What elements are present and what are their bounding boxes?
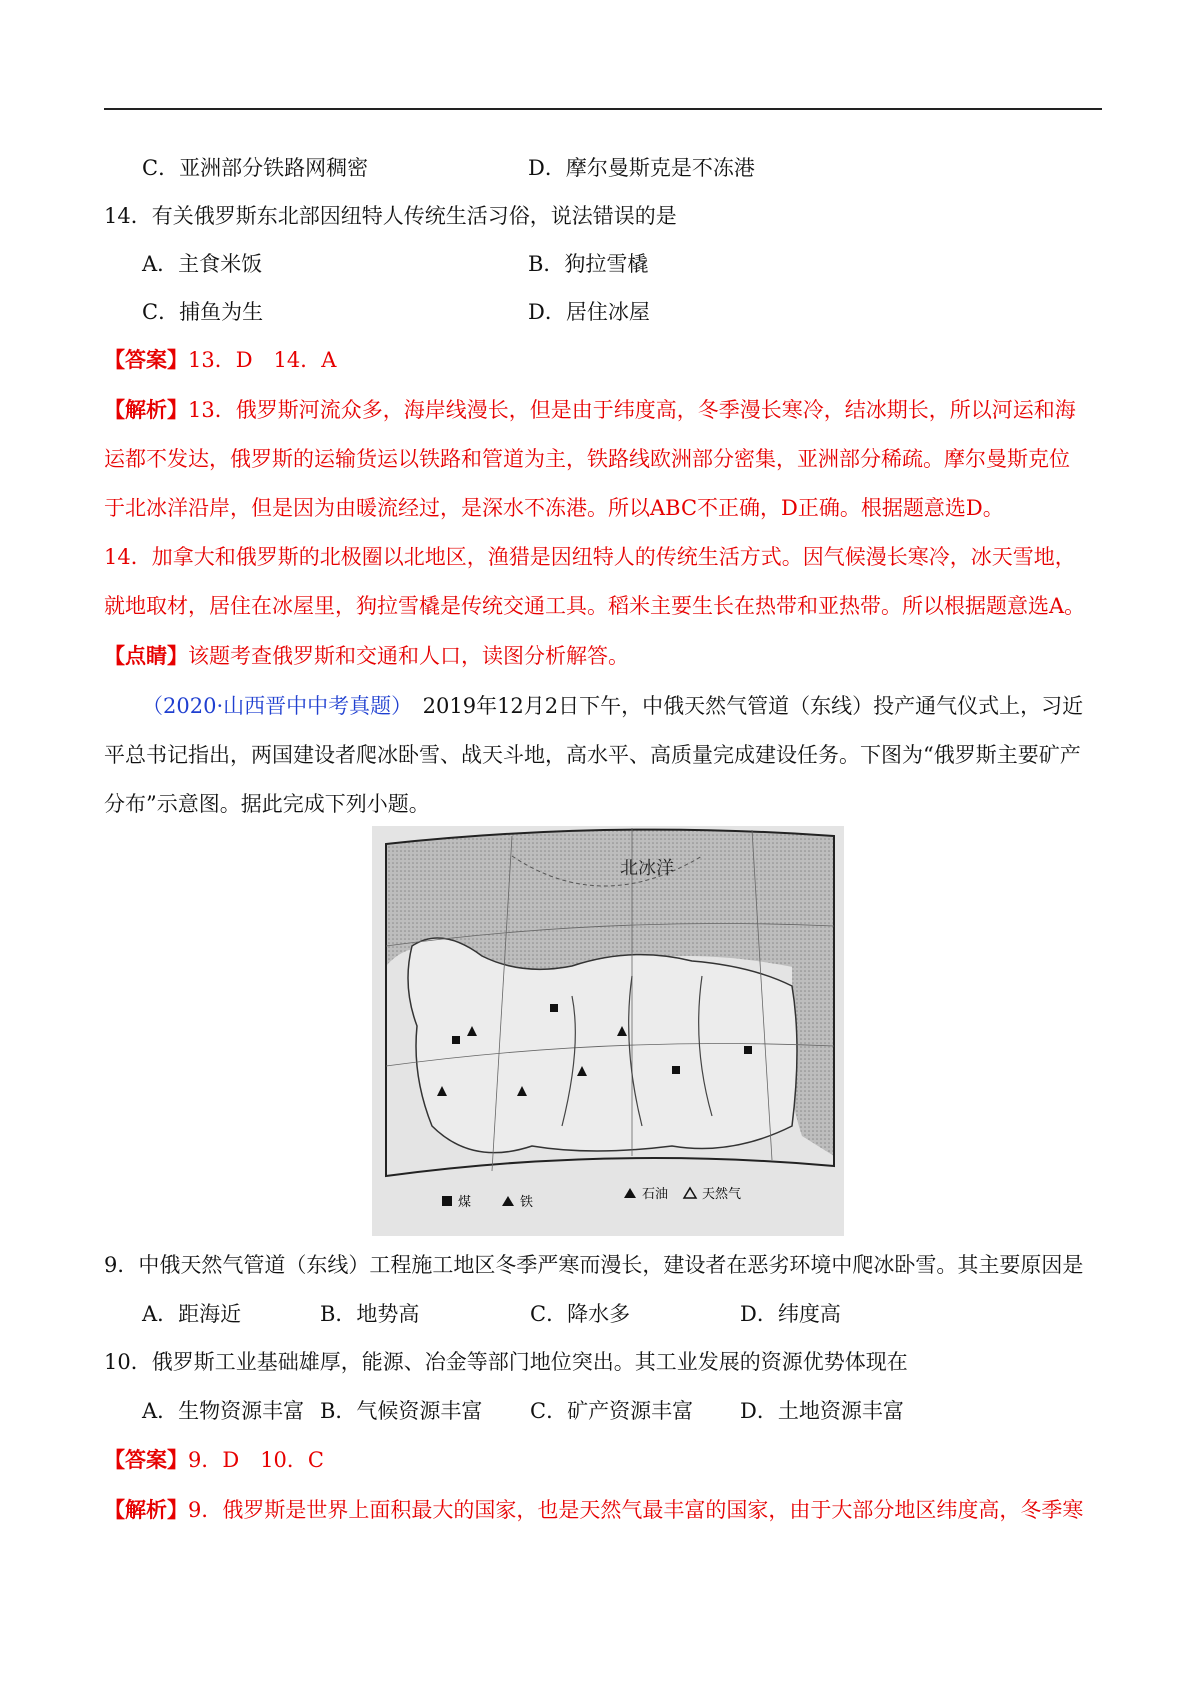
q9-stem: 9．中俄天然气管道（东线）工程施工地区冬季严寒而漫长，建设者在恶劣环境中爬冰卧雪。其主要原因是 xyxy=(104,1253,1084,1277)
note-line xyxy=(104,641,629,671)
q14-option-c: C．捕鱼为生 xyxy=(142,300,264,324)
coal-icon xyxy=(744,1046,752,1054)
q14-option-d: D．居住冰屋 xyxy=(528,300,650,324)
answer-text: 9．D 10．C xyxy=(188,1448,324,1472)
intro-text: 2019年12月2日下午，中俄天然气管道（东线）投产通气仪式上，习近 xyxy=(401,694,1084,718)
legend-coal-label: 煤 xyxy=(458,1195,472,1210)
q14-stem: 14．有关俄罗斯东北部因纽特人传统生活习俗，说法错误的是 xyxy=(104,204,677,228)
answer-tag: 【答案】 xyxy=(104,1447,188,1472)
q10-option-d: D．土地资源丰富 xyxy=(740,1399,904,1423)
q9-option-c: C．降水多 xyxy=(530,1302,631,1326)
q10-option-b: B．气候资源丰富 xyxy=(320,1399,483,1423)
analysis-line-3: 于北冰洋沿岸，但是因为由暖流经过，是深水不冻港。所以ABC不正确，D正确。根据题意选D。 xyxy=(104,496,1004,520)
coal-icon xyxy=(452,1036,460,1044)
sea-label: 北冰洋 xyxy=(620,858,674,879)
analysis-line-1 xyxy=(104,395,1076,425)
analysis-line-2: 运都不发达，俄罗斯的运输货运以铁路和管道为主，铁路线欧洲部分密集，亚洲部分稀疏。摩尔曼斯克位 xyxy=(104,447,1070,471)
russia-mineral-map xyxy=(372,826,844,1236)
source-citation: （2020·山西晋中中考真题） xyxy=(142,694,402,718)
analysis-text: 9．俄罗斯是世界上面积最大的国家，也是天然气最丰富的国家，由于大部分地区纬度高，冬季寒 xyxy=(188,1498,1084,1522)
q10-option-c: C．矿产资源丰富 xyxy=(530,1399,694,1423)
analysis-text: 13．俄罗斯河流众多，海岸线漫长，但是由于纬度高，冬季漫长寒冷，结冰期长，所以河运和海 xyxy=(188,398,1076,422)
q10-option-a: A．生物资源丰富 xyxy=(142,1399,305,1423)
q9-option-b: B．地势高 xyxy=(320,1302,420,1326)
q14-option-b: B．狗拉雪橇 xyxy=(528,252,649,276)
answer-block-2 xyxy=(104,1445,324,1475)
q14-option-a: A．主食米饭 xyxy=(142,252,263,276)
note-tag: 【点睛】 xyxy=(104,643,188,668)
legend-iron-label: 铁 xyxy=(520,1195,534,1210)
coal-icon xyxy=(550,1004,558,1012)
q13-option-d: D．摩尔曼斯克是不冻港 xyxy=(528,156,755,180)
q9-option-d: D．纬度高 xyxy=(740,1302,841,1326)
q9-option-a: A．距海近 xyxy=(142,1302,242,1326)
analysis-line-6 xyxy=(104,1495,1083,1525)
intro-line-1 xyxy=(142,691,1083,721)
russia-landmass xyxy=(408,938,797,1153)
legend-oil-label: 石油 xyxy=(642,1187,669,1202)
analysis-tag: 【解析】 xyxy=(104,397,188,422)
q10-stem: 10．俄罗斯工业基础雄厚，能源、冶金等部门地位突出。其工业发展的资源优势体现在 xyxy=(104,1350,908,1374)
analysis-tag: 【解析】 xyxy=(104,1497,188,1522)
answer-tag: 【答案】 xyxy=(104,347,188,372)
coal-icon xyxy=(672,1066,680,1074)
analysis-line-4: 14．加拿大和俄罗斯的北极圈以北地区，渔猎是因纽特人的传统生活方式。因气候漫长寒冷，冰天雪地， xyxy=(104,545,1076,569)
answer-block-1 xyxy=(104,345,336,375)
legend-gas-label: 天然气 xyxy=(702,1187,742,1202)
analysis-line-5: 就地取材，居住在冰屋里，狗拉雪橇是传统交通工具。稻米主要生长在热带和亚热带。所以根据题意选A。 xyxy=(104,594,1086,618)
header-rule xyxy=(104,108,1102,110)
intro-line-3: 分布”示意图。据此完成下列小题。 xyxy=(104,792,430,816)
note-text: 该题考查俄罗斯和交通和人口，读图分析解答。 xyxy=(188,644,629,668)
q13-option-c: C．亚洲部分铁路网稠密 xyxy=(142,156,369,180)
intro-line-2: 平总书记指出，两国建设者爬冰卧雪、战天斗地，高水平、高质量完成建设任务。下图为“俄罗斯主要矿产 xyxy=(104,743,1081,767)
legend-coal-icon xyxy=(442,1196,452,1206)
answer-text: 13．D 14．A xyxy=(188,348,337,372)
